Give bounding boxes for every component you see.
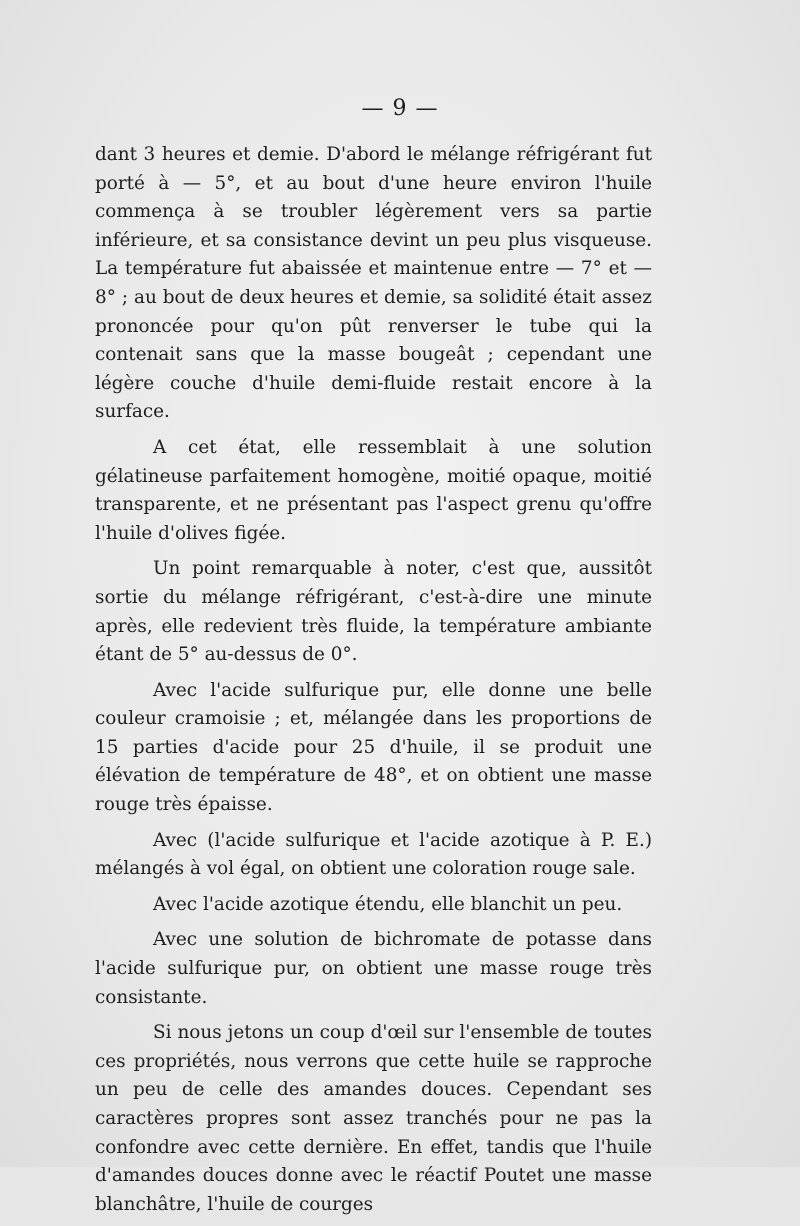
- paragraph-1: dant 3 heures et demie. D'abord le mélange réfrigérant fut porté à — 5°, et au bout d'une heure environ l'huile commença à se troubler légèrement vers sa partie inférieure, et sa consistance devint un peu plus visqueuse. La température fut abaissée et maintenue entre — 7° et — 8° ; au bout de deux heures et demie, sa solidité était assez prononcée pour qu'on pût renverser le tube qui la contenait sans que la masse bougeât ; cependant une légère couche d'huile demi-fluide restait encore à la surface.: [95, 144, 652, 423]
- paragraph-8: Si nous jetons un coup d'œil sur l'ensemble de toutes ces propriétés, nous verrons que cette huile se rapproche un peu de celle des amandes douces. Cependant ses caractères propres sont assez tranchés pour ne pas la confondre avec cette dernière. En effet, tandis que l'huile d'amandes douces donne avec le réactif Poutet une masse blanchâtre, l'huile de courges: [95, 1022, 652, 1215]
- page-number: — 9 —: [361, 96, 439, 121]
- paragraph-5: Avec (l'acide sulfurique et l'acide azotique à P. E.) mélangés à vol égal, on obtient une coloration rouge sale.: [95, 829, 652, 880]
- body-text: [95, 141, 652, 1226]
- paragraph-2: A cet état, elle ressemblait à une solution gélatineuse parfaitement homogène, moitié opaque, moitié transparente, et ne présentant pas l'aspect grenu qu'offre l'huile d'olives figée.: [95, 436, 652, 544]
- paragraph-3: Un point remarquable à noter, c'est que, aussitôt sortie du mélange réfrigérant, c'est-à-dire une minute après, elle redevient très fluide, la température ambiante étant de 5° au-dessus de 0°.: [95, 558, 652, 666]
- paragraph-7: Avec une solution de bichromate de potasse dans l'acide sulfurique pur, on obtient une masse rouge très consistante.: [95, 929, 652, 1008]
- paragraph-4: Avec l'acide sulfurique pur, elle donne une belle couleur cramoisie ; et, mélangée dans les proportions de 15 parties d'acide pour 25 d'huile, il se produit une élévation de température de 48°, et on obtient une masse rouge très épaisse.: [95, 679, 652, 816]
- paragraph-6: Avec l'acide azotique étendu, elle blanchit un peu.: [153, 893, 623, 915]
